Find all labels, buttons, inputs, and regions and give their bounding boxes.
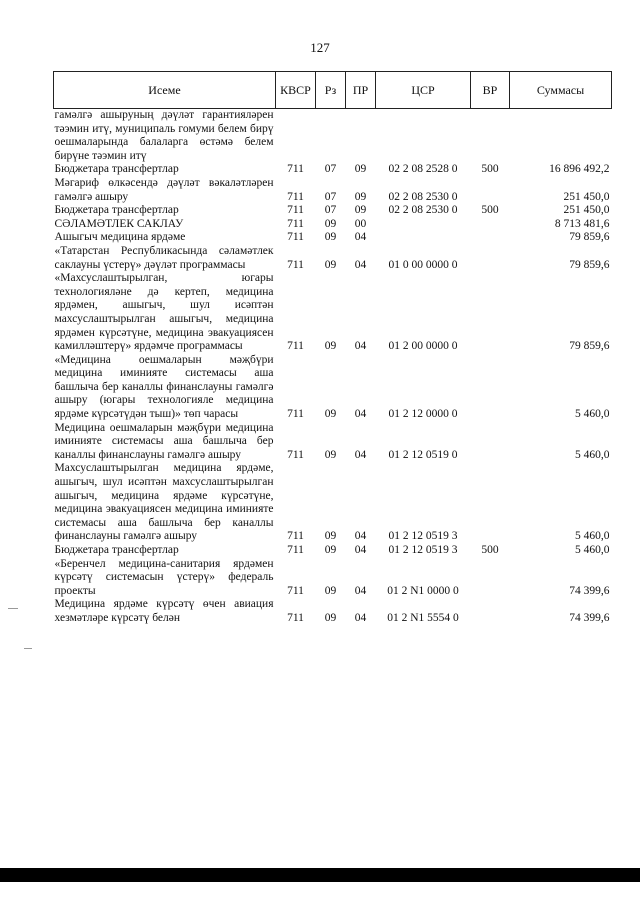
header-name: Исеме (54, 72, 276, 109)
cell-vr (471, 231, 510, 245)
table-row (54, 422, 612, 463)
cell-rz (316, 109, 346, 164)
cell-pr: 04 (354, 448, 367, 461)
cell-name: Бюджетара трансфертлар (54, 163, 179, 176)
table-row (54, 245, 612, 272)
cell-rz: 09 (324, 231, 337, 244)
table-body (54, 109, 612, 626)
cell-kvsr: 711 (287, 258, 304, 271)
cell-rz: 09 (324, 530, 337, 543)
cell-vr (471, 245, 510, 272)
cell-csr: 01 2 N1 0000 0 (387, 584, 459, 597)
header-pr: ПР (346, 72, 376, 109)
cell-sum: 74 399,6 (569, 584, 610, 597)
cell-sum: 5 460,0 (575, 408, 610, 421)
cell-pr: 04 (354, 611, 367, 624)
cell-kvsr: 711 (287, 340, 304, 353)
cell-pr: 04 (354, 530, 367, 543)
cell-rz: 09 (324, 448, 337, 461)
cell-vr (471, 462, 510, 544)
cell-rz: 09 (324, 217, 337, 230)
cell-sum: 74 399,6 (569, 611, 610, 624)
cell-sum: 16 896 492,2 (549, 163, 610, 176)
cell-vr (471, 109, 510, 164)
cell-pr: 04 (354, 584, 367, 597)
cell-kvsr: 711 (287, 611, 304, 624)
cell-sum: 79 859,6 (569, 340, 610, 353)
cell-name: Мәгариф өлкәсендә дәүләт вәкаләтләрен гамәлгә ашыру (54, 176, 274, 203)
cell-sum: 5 460,0 (575, 530, 610, 543)
cell-rz: 09 (324, 584, 337, 597)
table-row (54, 231, 612, 245)
cell-kvsr: 711 (287, 544, 304, 556)
cell-sum: 251 450,0 (563, 190, 610, 203)
table-row (54, 204, 612, 218)
cell-kvsr: 711 (287, 584, 304, 597)
cell-rz: 09 (324, 611, 337, 624)
budget-table (53, 71, 612, 626)
cell-name: Бюджетара трансфертлар (54, 204, 179, 217)
table-row (54, 598, 612, 625)
cell-name: Ашыгыч медицина ярдәме (54, 231, 186, 244)
table-row (54, 544, 612, 558)
table-header-row (54, 72, 612, 109)
cell-csr: 01 2 12 0519 3 (388, 530, 458, 543)
cell-name: «Махсуслаштырылган, югары технологияләне дә кертеп, медицина ярдәмен, ашыгыч, шул исәптән махсуслаштырылган ашыгыч, медицина ярдәмен күрсәтүне, медицина эвакуациясен камилләштерү» ярдәмче программасы (54, 272, 274, 353)
cell-vr (471, 272, 510, 354)
page-number: 127 (310, 40, 330, 55)
cell-kvsr (276, 109, 316, 164)
cell-rz: 07 (324, 204, 337, 217)
cell-csr: 02 2 08 2530 0 (388, 204, 458, 217)
cell-name: СӘЛАМӘТЛЕК САКЛАУ (54, 217, 184, 230)
cell-pr: 09 (354, 163, 367, 176)
cell-vr (471, 354, 510, 422)
cell-pr: 04 (354, 340, 367, 353)
cell-name: Медицина ярдәме күрсәтү өчен авиация хезмәтләре күрсәтү белән (54, 598, 274, 624)
cell-pr: 04 (354, 231, 367, 244)
cell-pr: 04 (354, 258, 367, 271)
cell-csr: 01 2 12 0000 0 (388, 408, 458, 421)
cell-csr: 01 2 12 0519 0 (388, 448, 458, 461)
page-edge (0, 868, 640, 882)
cell-kvsr: 711 (287, 163, 304, 176)
cell-name: Махсуслаштырылган медицина ярдәме, ашыгыч, шул исәптән махсуслаштырылган ашыгыч, медицина ярдәме күрсәтүне, медицина эвакуациясен медицина иминияте системасы аша башлыча бер каналлы финанслауны гамәлгә ашыру (54, 462, 274, 543)
table-row (54, 354, 612, 422)
cell-pr: 09 (354, 204, 367, 217)
cell-rz: 07 (324, 190, 337, 203)
cell-sum (510, 109, 612, 164)
cell-name: Бюджетара трансфертлар (54, 544, 179, 556)
cell-sum: 8 713 481,6 (554, 217, 610, 230)
cell-rz: 09 (324, 340, 337, 353)
header-kvsr: КВСР (276, 72, 316, 109)
cell-csr (376, 231, 471, 245)
cell-rz: 09 (324, 258, 337, 271)
table-row (54, 218, 612, 232)
cell-rz: 09 (324, 544, 337, 556)
cell-kvsr: 711 (287, 530, 304, 543)
table-row (54, 272, 612, 354)
cell-name: «Татарстан Республикасында сәламәтлек саклауны үстерү» дәүләт программасы (54, 244, 274, 271)
table-row (54, 462, 612, 544)
cell-csr: 02 2 08 2528 0 (388, 163, 458, 176)
table-row (54, 558, 612, 599)
cell-name: «Беренчел медицина-санитария ярдәмен күрсәтү системасын үстерү» федераль проекты (54, 557, 274, 597)
cell-pr: 00 (354, 217, 367, 230)
cell-pr: 04 (354, 408, 367, 421)
cell-csr: 01 2 12 0519 3 (388, 544, 458, 556)
cell-name: Медицина оешмаларын мәҗбүри медицина иминияте системасы аша башлыча бер каналлы финанслауны гамәлгә ашыру (54, 421, 274, 461)
cell-rz: 09 (324, 408, 337, 421)
cell-sum: 79 859,6 (569, 258, 610, 271)
table-row (54, 177, 612, 204)
header-vr: ВР (471, 72, 510, 109)
cell-csr: 02 2 08 2530 0 (388, 190, 458, 203)
margin-mark (24, 648, 32, 649)
cell-sum: 79 859,6 (569, 231, 610, 244)
cell-name: «Медицина оешмаларын мәҗбүри медицина иминияте системасы аша башлыча бер каналлы финанслауны гамәлгә ашыру (югары технологияле медицина ярдәме күрсәтүдән тыш)» төп чарасы (54, 353, 274, 421)
cell-kvsr: 711 (287, 408, 304, 421)
header-sum: Суммасы (510, 72, 612, 109)
cell-kvsr: 711 (287, 217, 304, 230)
cell-sum: 5 460,0 (575, 544, 610, 556)
cell-vr: 500 (481, 204, 499, 217)
cell-csr (376, 218, 471, 232)
cell-kvsr: 711 (287, 448, 304, 461)
cell-vr: 500 (481, 163, 499, 176)
cell-name: гамәлгә ашыруның дәүләт гарантияләрен тәэмин итү, муниципаль гомуми белем бирү оешмаларында балаларга өстәмә белем бирүне тәэмин итү (54, 109, 274, 162)
header-rz: Рз (316, 72, 346, 109)
cell-rz: 07 (324, 163, 337, 176)
cell-vr (471, 422, 510, 463)
cell-sum: 5 460,0 (575, 448, 610, 461)
cell-kvsr: 711 (287, 231, 304, 244)
cell-csr (376, 109, 471, 164)
cell-vr (471, 598, 510, 625)
cell-kvsr: 711 (287, 190, 304, 203)
cell-vr (471, 177, 510, 204)
cell-csr: 01 2 00 0000 0 (388, 340, 458, 353)
cell-csr: 01 2 N1 5554 0 (387, 611, 459, 624)
margin-mark (8, 608, 18, 609)
cell-kvsr: 711 (287, 204, 304, 217)
cell-vr: 500 (481, 544, 499, 556)
cell-csr: 01 0 00 0000 0 (388, 258, 458, 271)
table-row (54, 163, 612, 177)
cell-pr: 04 (354, 544, 367, 556)
cell-sum: 251 450,0 (563, 204, 610, 217)
header-csr: ЦСР (376, 72, 471, 109)
cell-vr (471, 558, 510, 599)
table-row (54, 109, 612, 164)
cell-pr (346, 109, 376, 164)
cell-vr (471, 218, 510, 232)
cell-pr: 09 (354, 190, 367, 203)
